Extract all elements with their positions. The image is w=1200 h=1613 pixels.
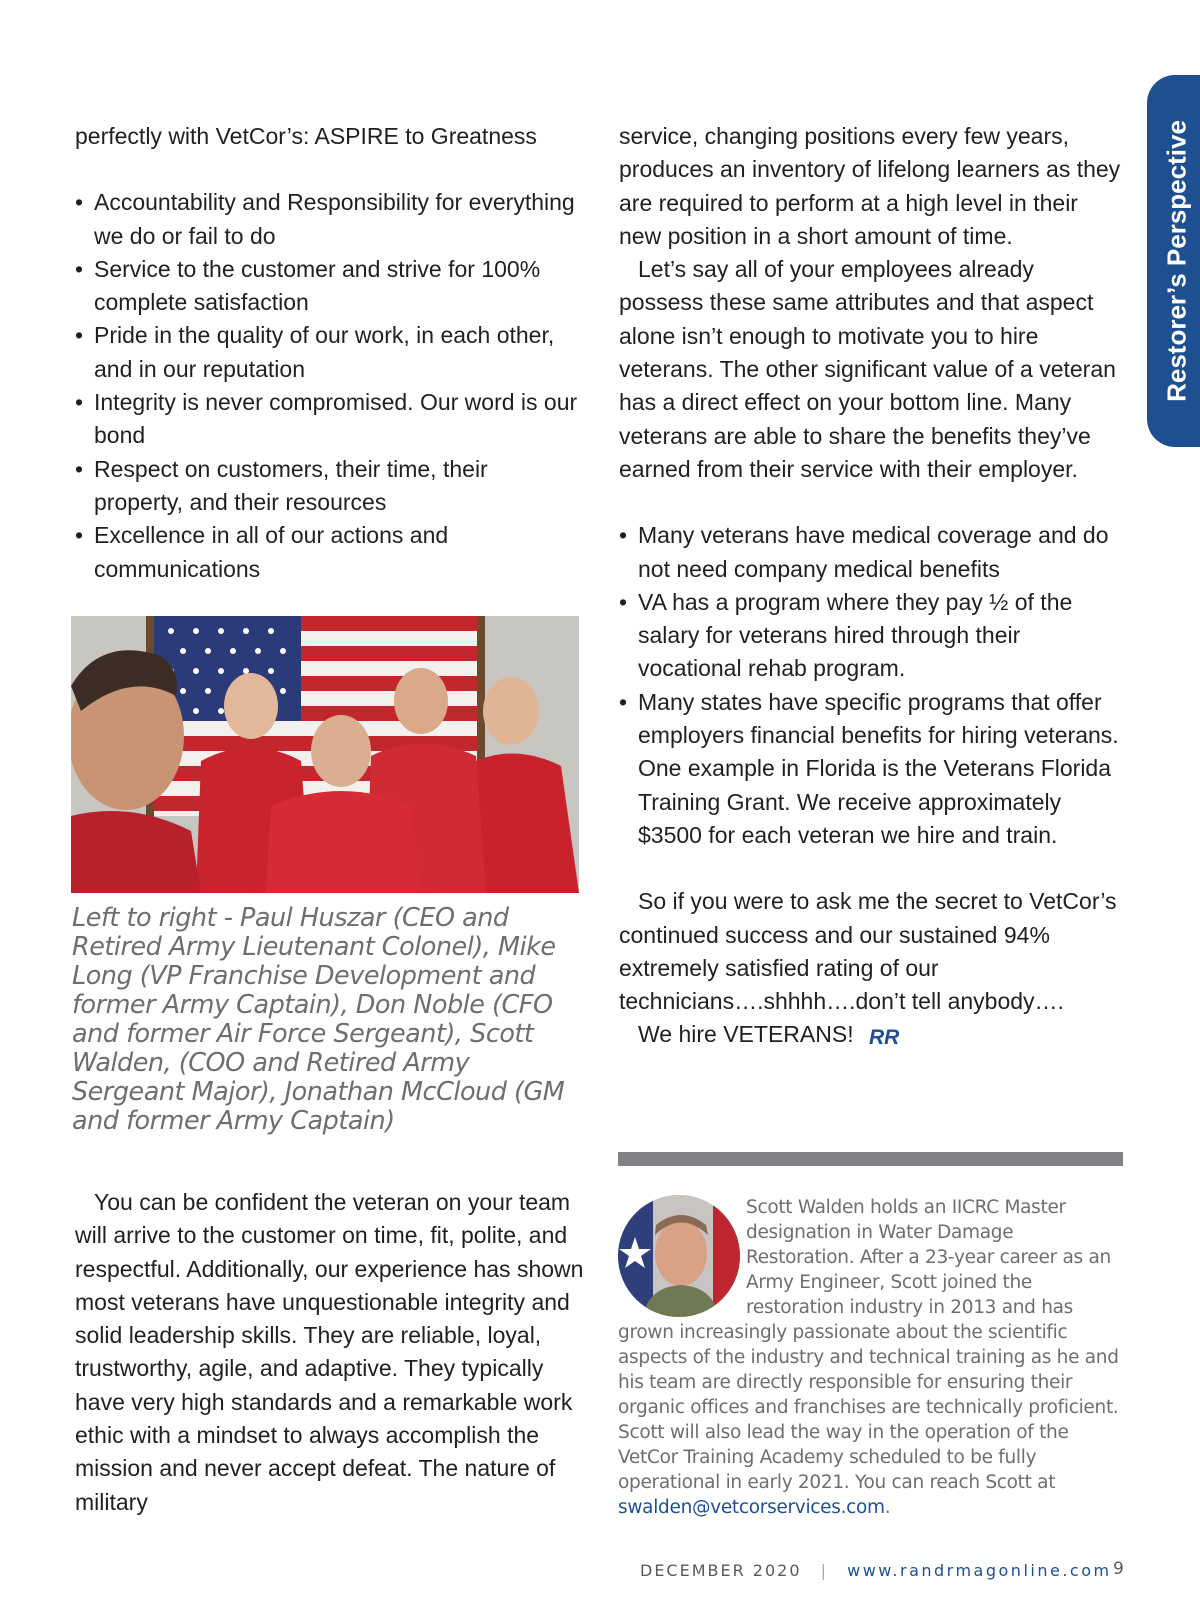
list-item: • Excellence in all of our actions and communications: [75, 519, 580, 586]
left-column: [75, 120, 580, 586]
rr-logo-text: RR: [868, 1026, 900, 1048]
author-bio: [618, 1195, 1123, 1520]
team-photo: [71, 616, 579, 893]
list-item: • VA has a program where they pay ½ of the salary for veterans hired through their vocational rehab program.: [619, 586, 1124, 686]
list-item: • Service to the customer and strive for 100% complete satisfaction: [75, 253, 580, 320]
body-paragraph: service, changing positions every few years, produces an inventory of lifelong learners as they are required to perform at a high level in their new position in a short amount of time.: [619, 123, 1121, 249]
aspire-intro: perfectly with VetCor’s: ASPIRE to Greatness: [75, 123, 537, 149]
page-footer: [640, 1561, 1130, 1580]
list-item: • Respect on customers, their time, their property, and their resources: [75, 453, 580, 520]
benefits-list: [619, 519, 1124, 852]
website-link[interactable]: www.randrmagonline.com: [847, 1561, 1112, 1580]
bio-text: Scott Walden holds an IICRC Master designation in Water Damage Restoration. After a 23-year career as an Army Engineer, Scott joined the restoration industry in 2013 and has grown increasingly passionate about the scientific aspects of the industry and technical training as he and his team are directly responsible for ensuring their organic offices and franchises are technically proficient. Scott will also lead the way in the operation of the VetCor Training Academy scheduled to be fully operational in early 2021. You can reach Scott at: [618, 1197, 1119, 1493]
list-item: • Many states have specific programs that offer employers financial benefits for hiring veterans. One example in Florida is the Veterans Florida Training Grant. We receive approximately $3500 for each veteran we hire and train.: [619, 686, 1124, 852]
author-email-link[interactable]: swalden@vetcorservices.com: [618, 1497, 885, 1518]
bio-divider: [618, 1152, 1123, 1166]
page-number: 9: [1113, 1559, 1124, 1579]
section-tab: [1147, 75, 1200, 447]
list-item: • Integrity is never compromised. Our word is our bond: [75, 386, 580, 453]
section-tab-label: Restorer’s Perspective: [1161, 120, 1192, 402]
list-item: • Pride in the quality of our work, in each other, and in our reputation: [75, 319, 580, 386]
closing-text: We hire VETERANS!: [638, 1021, 854, 1048]
right-column: [619, 120, 1124, 1052]
left-body: [75, 1186, 585, 1519]
footer-separator: |: [820, 1561, 829, 1580]
body-paragraph: Let’s say all of your employees already possess these same attributes and that aspect alone isn’t enough to motivate you to hire veterans. The other significant value of a veteran has a direct effect on your bottom line. Many veterans are able to share the benefits they’ve earned from their service with their employer.: [619, 256, 1116, 482]
list-item: • Many veterans have medical coverage and do not need company medical benefits: [619, 519, 1124, 586]
aspire-list: [75, 186, 580, 586]
bio-period: .: [884, 1497, 891, 1518]
body-paragraph: You can be confident the veteran on your team will arrive to the customer on time, fit, polite, and respectful. Additionally, our experience has shown most veterans have unquestionable integrity and solid leadership skills. They are reliable, loyal, trustworthy, agile, and adaptive. They typically have very high standards and a remarkable work ethic with a mindset to always accomplish the mission and never accept defeat. The nature of military: [75, 1189, 584, 1515]
body-paragraph: So if you were to ask me the secret to VetCor’s continued success and our sustained 94% extremely satisfied rating of our technicians….shhhh….don’t tell anybody….: [619, 888, 1117, 1015]
list-item: • Accountability and Responsibility for everything we do or fail to do: [75, 186, 580, 253]
rr-logo-icon: [868, 1025, 904, 1047]
team-photo-illustration: [71, 616, 579, 893]
photo-caption: Left to right - Paul Huszar (CEO and Retired Army Lieutenant Colonel), Mike Long (VP Franchise Development and former Army Captain), Don Noble (CFO and former Air Force Sergeant), Scott Walden, (COO and Retired Army Sergeant Major), Jonathan McCloud (GM and former Army Captain): [72, 903, 565, 1136]
closing-line: [619, 1018, 1124, 1051]
issue-date: DECEMBER 2020: [640, 1561, 802, 1580]
